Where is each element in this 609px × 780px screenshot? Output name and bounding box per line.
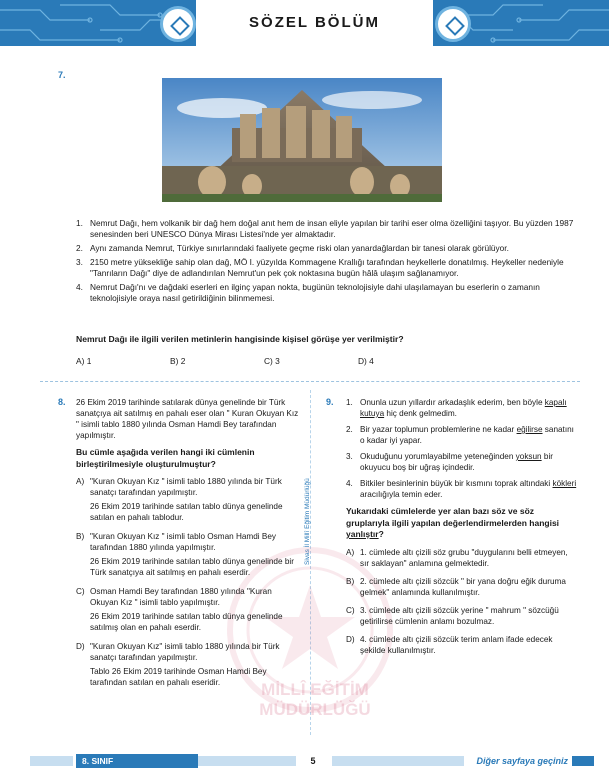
option-letter: B)	[346, 576, 355, 586]
footer-bar	[572, 756, 594, 766]
q8-intro: 26 Ekim 2019 tarihinde satılarak dünya genelinde bir Türk sanatçıya ait satılmış en pahalı eser olan " Kuran Okuyan Kız " isimli tablo 1880 yılında Osman Hamdi Bey tarafından yapılmıştır.	[76, 398, 299, 440]
sentence-item	[346, 478, 578, 500]
option-a[interactable]	[76, 476, 302, 526]
option-second-sentence: 26 Ekim 2019 tarihinde satılan tablo dünya genelinde satılan en pahalı tablodur.	[90, 502, 283, 522]
underlined-phrase: yoksun	[515, 452, 542, 461]
statement-item	[76, 218, 576, 240]
header-badge-left-icon	[160, 6, 196, 42]
header-badge-right-icon	[435, 6, 471, 42]
footer-bar	[30, 756, 73, 766]
statement-item	[76, 243, 576, 254]
option-d[interactable]: D) 4	[358, 356, 374, 366]
page-header	[0, 0, 609, 50]
option-a[interactable]: A) 1	[76, 356, 92, 366]
option-letter: B)	[76, 532, 85, 541]
statement-text: Nemrut Dağı'nı ve dağdaki eserleri en ilginç yapan nokta, bugünün teknolojisiyle dahi ulaşılamayan bu eserlerin o zamanın teknolojisiyle oraya nasıl getirildiğinin bilinmemesi.	[90, 282, 540, 303]
sentence-number: 3.	[346, 452, 353, 461]
sentence-item	[346, 397, 578, 419]
option-c[interactable]	[346, 605, 578, 627]
question-part: Yukarıdaki cümlelerde yer alan bazı söz ve söz gruplarıyla ilgili yapılan değerlendirmelerden hangisi	[346, 506, 560, 528]
option-second-sentence: 26 Ekim 2019 tarihinde satılan tablo dünya genelinde bir Türk sanatçıya ait satılmış en pahalı eserdir.	[90, 557, 294, 577]
nemrut-photo-illustration	[162, 78, 442, 202]
statement-number: 1.	[76, 218, 83, 228]
next-page-label: Diğer sayfaya geçiniz	[476, 756, 568, 766]
option-letter: A)	[346, 547, 355, 557]
sentence-part: Onunla uzun yıllardır arkadaşlık ederim, ben böyle	[360, 398, 545, 407]
q7-options	[76, 356, 456, 366]
q7-statements	[76, 218, 576, 307]
option-second-sentence: 26 Ekim 2019 tarihinde satılan tablo dünya genelinde satılmış olan en pahalı eserdir.	[90, 612, 283, 632]
sentence-text	[360, 397, 578, 419]
footer-bar	[198, 756, 296, 766]
header-right-band	[433, 0, 609, 46]
sentence-text	[360, 451, 578, 473]
watermark-text: MİLLÎ EĞİTİM MÜDÜRLÜĞÜ	[259, 680, 371, 719]
q9-question	[346, 506, 578, 541]
option-first-sentence: "Kuran Okuyan Kız " isimli tablo 1880 yılında bir Türk sanatçı tarafından yapılmıştır.	[90, 477, 282, 497]
statement-number: 4.	[76, 282, 83, 292]
statement-number: 3.	[76, 257, 83, 267]
statement-number: 2.	[76, 243, 83, 253]
option-letter: C)	[346, 605, 355, 615]
statement-text: Nemrut Dağı, hem volkanik bir dağ hem doğal anıt hem de insan eliyle yapılan bir tarihi eser olma özelliğini taşıyor. Bu yüzden 1987 senesinden beri UNESCO Dünya Mirası Listesi'nde yer almaktadır.	[90, 218, 574, 239]
statement-item	[76, 282, 576, 304]
side-label: Sivas İl Millî Eğitim Müdürlüğü	[304, 478, 311, 565]
option-letter: C)	[76, 587, 85, 596]
sentence-text	[360, 424, 578, 446]
sentence-part: bir okuyucu boş bir uğraş içindedir.	[360, 452, 553, 472]
underlined-phrase: kökleri	[552, 479, 577, 488]
option-b[interactable]: B) 2	[170, 356, 186, 366]
sentence-part: Okuduğunu yorumlayabilme yeteneğinden	[360, 452, 516, 461]
sentence-number: 2.	[346, 425, 353, 434]
sentence-part: Bitkiler besinlerinin büyük bir kısmını toprak altındaki	[360, 479, 553, 488]
page-title: SÖZEL BÖLÜM	[249, 14, 380, 31]
sentence-part: hiç denk gelmedim.	[384, 409, 457, 418]
footer-bar	[332, 756, 464, 766]
question-number-7: 7.	[58, 70, 66, 80]
option-text: 1. cümlede altı çizili söz grubu "duygularını belli etmeyen, sır saklayan" anlamına gelmektedir.	[360, 547, 568, 568]
option-text: 3. cümlede altı çizili sözcük yerine " mahrum " sözcüğü getirilirse cümlenin anlamı bozulmaz.	[360, 605, 559, 626]
option-letter: A)	[76, 477, 85, 486]
sentence-item	[346, 451, 578, 473]
option-first-sentence: "Kuran Okuyan Kız " isimli tablo Osman Hamdi Bey tarafından 1880 yılında yapılmıştır.	[90, 532, 277, 552]
option-d[interactable]	[346, 634, 578, 656]
underlined-phrase: eğilirse	[516, 425, 543, 434]
sentence-number: 4.	[346, 479, 353, 488]
sentence-item	[346, 424, 578, 446]
section-divider	[40, 381, 580, 382]
page-number: 5	[310, 756, 316, 766]
underlined-phrase: kapalı kutuya	[360, 398, 567, 418]
q8-block	[76, 397, 302, 696]
sentence-text	[360, 478, 578, 500]
option-first-sentence: Osman Hamdi Bey tarafından 1880 yılında "Kuran Okuyan Kız " isimli tablo yapılmıştır.	[90, 587, 272, 607]
nemrut-mountain-image	[162, 78, 442, 202]
option-second-sentence: Tablo 26 Ekim 2019 tarihinde Osman Hamdi Bey tarafından satılan en pahalı eseridir.	[90, 667, 267, 687]
option-c[interactable]: C) 3	[264, 356, 280, 366]
option-a[interactable]	[346, 547, 578, 569]
sentence-part: aracılığıyla temin eder.	[360, 490, 443, 499]
question-number-8: 8.	[58, 397, 66, 407]
question-underlined: yanlıştır	[346, 529, 379, 539]
option-text: 2. cümlede altı çizili sözcük " bir yana doğru eğik duruma gelmek" anlamında kullanılmıştır.	[360, 576, 566, 597]
grade-label: 8. SINIF	[76, 754, 198, 768]
option-b[interactable]	[76, 531, 302, 581]
statement-text: Aynı zamanda Nemrut, Türkiye sınırlarındaki faaliyete geçme riski olan yanardağlardan bir tanesi olarak görülüyor.	[90, 243, 509, 253]
option-letter: D)	[346, 634, 355, 644]
option-text: 4. cümlede altı çizili sözcük terim anlam ifade edecek şekilde kullanılmıştır.	[360, 634, 553, 655]
sentence-number: 1.	[346, 398, 353, 407]
option-b[interactable]	[346, 576, 578, 598]
q8-question: Bu cümle aşağıda verilen hangi iki cümlenin birleştirilmesiyle oluşturulmuştur?	[76, 447, 255, 469]
option-c[interactable]	[76, 586, 302, 636]
statement-text: 2150 metre yüksekliğe sahip olan dağ, MÖ I. yüzyılda Kommagene Krallığı tarafından heykellerle donatılmış. Heykeller nedeniyle "Tanrıların Dağı" diye de adlandırılan Nemrut'un pek çok noktasına bugün hâlâ ulaşım sağlanamıyor.	[90, 257, 564, 278]
page-footer	[0, 752, 609, 770]
sentence-part: Bir yazar toplumun problemlerine ne kadar	[360, 425, 517, 434]
statement-item	[76, 257, 576, 279]
sentence-part: sanatını o kadar iyi yapar.	[360, 425, 574, 445]
option-d[interactable]	[76, 641, 302, 691]
question-part: ?	[378, 529, 384, 539]
q9-block	[346, 397, 578, 663]
option-letter: D)	[76, 642, 85, 651]
option-first-sentence: "Kuran Okuyan Kız" isimli tablo 1880 yılında bir Türk sanatçı tarafından yapılmıştır.	[90, 642, 280, 662]
header-left-band	[0, 0, 196, 46]
q7-question: Nemrut Dağı ile ilgili verilen metinlerin hangisinde kişisel görüşe yer verilmiştir?	[76, 334, 404, 344]
question-number-9: 9.	[326, 397, 334, 407]
